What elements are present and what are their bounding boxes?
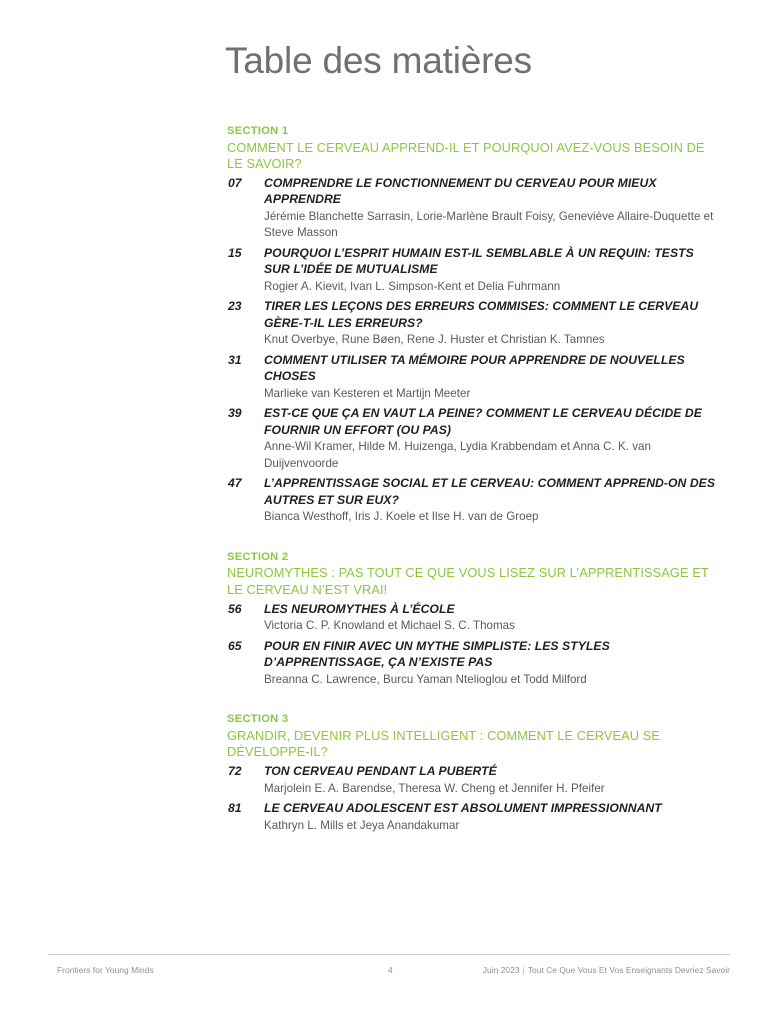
section-heading: GRANDIR, DEVENIR PLUS INTELLIGENT : COMMENT LE CERVEAU SE DÉVELOPPE-IL?: [227, 727, 661, 760]
entry-authors: Knut Overbye, Rune Bøen, Rene J. Huster et Christian K. Tamnes: [264, 333, 605, 347]
entry-page-number: 15: [228, 245, 242, 260]
toc-entry[interactable]: [227, 763, 723, 797]
entry-title[interactable]: EST-CE QUE ÇA EN VAUT LA PEINE? COMMENT LE CERVEAU DÉCIDE DE FOURNIR UN EFFORT (OU PAS): [264, 406, 702, 437]
entry-authors: Rogier A. Kievit, Ivan L. Simpson-Kent et Delia Fuhrmann: [264, 279, 561, 293]
footer-date: Juin 2023: [482, 965, 520, 975]
entry-title[interactable]: COMMENT UTILISER TA MÉMOIRE POUR APPRENDRE DE NOUVELLES CHOSES: [264, 352, 685, 384]
toc-entry[interactable]: [227, 352, 723, 403]
entry-page-number: 65: [228, 638, 242, 653]
footer-divider: [48, 954, 730, 955]
entry-authors: Kathryn L. Mills et Jeya Anandakumar: [264, 818, 460, 832]
toc-entry[interactable]: [227, 405, 723, 472]
toc-entry[interactable]: [227, 601, 723, 635]
section-heading: NEUROMYTHES : PAS TOUT CE QUE VOUS LISEZ SUR L’APPRENTISSAGE ET LE CERVEAU N’EST VRAI!: [227, 565, 709, 597]
entry-authors: Breanna C. Lawrence, Burcu Yaman Ntelioglou et Todd Milford: [264, 672, 587, 686]
footer-page-number: 4: [388, 965, 393, 975]
entry-authors: Marjolein E. A. Barendse, Theresa W. Cheng et Jennifer H. Pfeifer: [264, 781, 605, 795]
toc-entry[interactable]: [227, 800, 723, 834]
page-footer: [48, 965, 730, 979]
section-heading: COMMENT LE CERVEAU APPREND-IL ET POURQUOI AVEZ-VOUS BESOIN DE LE SAVOIR?: [227, 139, 705, 171]
toc-section: [227, 712, 723, 834]
page-title: Table des matières: [225, 40, 532, 81]
entry-page-number: 39: [228, 406, 242, 421]
entry-title[interactable]: TON CERVEAU PENDANT LA PUBERTÉ: [264, 764, 497, 779]
entry-authors: Victoria C. P. Knowland et Michael S. C. Thomas: [264, 619, 515, 633]
toc-entry[interactable]: [227, 638, 723, 689]
toc-entry[interactable]: [227, 245, 723, 296]
entry-authors: Marlieke van Kesteren et Martijn Meeter: [264, 386, 471, 400]
entry-page-number: 31: [228, 352, 242, 367]
entry-authors: Bianca Westhoff, Iris J. Koele et Ilse H. van de Groep: [264, 510, 539, 524]
footer-issue-title: Tout Ce Que Vous Et Vos Enseignants Devriez Savoir: [527, 965, 730, 975]
entry-authors: Jérémie Blanchette Sarrasin, Lorie-Marlène Brault Foisy, Geneviève Allaire-Duquette et Steve Masson: [264, 209, 714, 240]
toc-entry[interactable]: [227, 475, 723, 526]
section-label: SECTION 3: [227, 713, 289, 726]
toc-section: [227, 550, 723, 688]
entry-title[interactable]: L’APPRENTISSAGE SOCIAL ET LE CERVEAU: COMMENT APPREND-ON DES AUTRES ET SUR EUX?: [264, 476, 716, 507]
section-label: SECTION 1: [227, 125, 289, 137]
toc-section: [227, 124, 723, 526]
footer-publication-name: Frontiers for Young Minds: [57, 965, 154, 975]
footer-separator: |: [522, 965, 525, 975]
entry-title[interactable]: POUR EN FINIR AVEC UN MYTHE SIMPLISTE: LES STYLES D’APPRENTISSAGE, ÇA N’EXISTE PAS: [264, 638, 610, 670]
toc-content: [227, 124, 723, 834]
entry-authors: Anne-Wil Kramer, Hilde M. Huizenga, Lydia Krabbendam et Anna C. K. van Duijvenvoorde: [264, 440, 651, 470]
entry-page-number: 07: [228, 175, 242, 190]
entry-title[interactable]: TIRER LES LEÇONS DES ERREURS COMMISES: COMMENT LE CERVEAU GÈRE-T-IL LES ERREURS?: [264, 299, 699, 330]
entry-title[interactable]: POURQUOI L’ESPRIT HUMAIN EST-IL SEMBLABLE À UN REQUIN: TESTS SUR L’IDÉE DE MUTUALISME: [264, 245, 694, 277]
entry-page-number: 81: [228, 801, 242, 816]
entry-title[interactable]: COMPRENDRE LE FONCTIONNEMENT DU CERVEAU POUR MIEUX APPRENDRE: [264, 175, 657, 207]
section-label: SECTION 2: [227, 550, 289, 563]
entry-page-number: 47: [228, 476, 242, 491]
toc-entry[interactable]: [227, 298, 723, 349]
entry-page-number: 72: [228, 764, 242, 779]
footer-issue-info: [483, 965, 730, 975]
entry-page-number: 23: [228, 299, 242, 314]
entry-title[interactable]: LE CERVEAU ADOLESCENT EST ABSOLUMENT IMPRESSIONNANT: [264, 801, 662, 816]
toc-entry[interactable]: [227, 175, 723, 242]
entry-page-number: 56: [228, 601, 242, 616]
entry-title[interactable]: LES NEUROMYTHES À L’ÉCOLE: [264, 601, 455, 616]
